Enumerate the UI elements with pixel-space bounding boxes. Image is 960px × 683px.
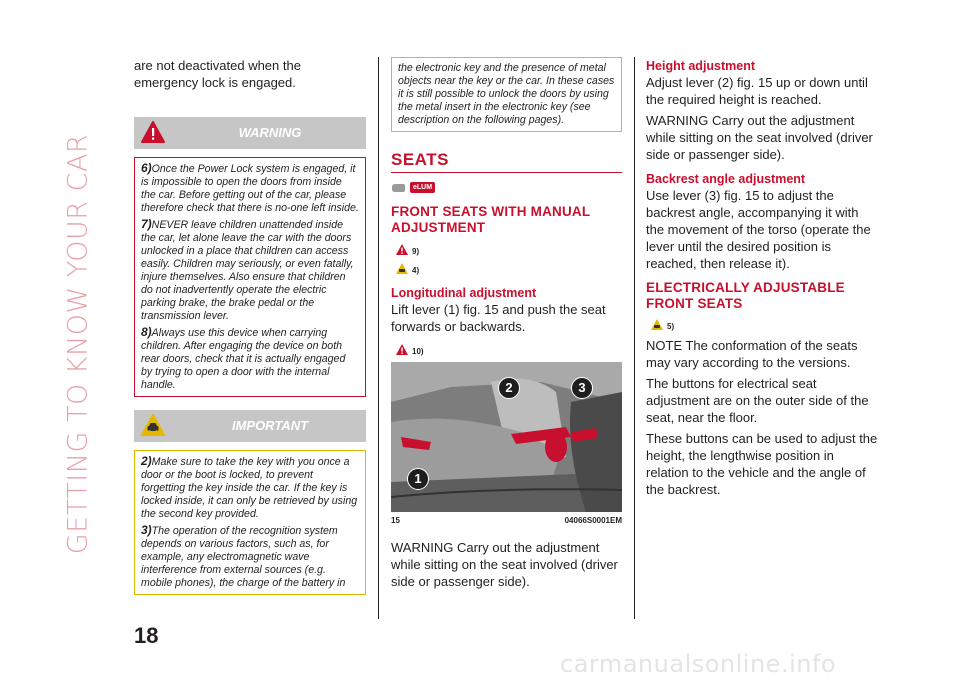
warning-item: 6)Once the Power Lock system is engaged, it is impossible to open the doors from inside the car. Before getting out of the car, please therefore check that there is no-one left inside.: [141, 161, 359, 214]
buttons-function-text: These buttons can be used to adjust the height, the lengthwise position in relation to the vehicle and the angle of the backrest.: [646, 431, 878, 497]
car-warning-icon: [395, 262, 409, 275]
seats-heading: [391, 150, 622, 173]
callout-1: 1: [407, 468, 429, 490]
important-continued-box: [391, 57, 622, 132]
seats-title: SEATS: [391, 150, 449, 169]
buttons-location-text: The buttons for electrical seat adjustment are on the outer side of the seat, near the floor.: [646, 376, 869, 425]
side-section-title: GETTING TO KNOW YOUR CAR: [62, 133, 94, 555]
warning-adjustment-text: WARNING Carry out the adjustment while sitting on the seat involved (driver side or passenger side).: [391, 540, 618, 589]
figure-caption: [391, 516, 622, 525]
seat-figure: [391, 362, 622, 512]
ref-label: 9): [412, 247, 420, 256]
warning-box: [134, 157, 366, 397]
important-item: 2)Make sure to take the key with you once a door or the boot is locked, to prevent forgetting the key inside the car. If the key is locked inside, it can only be retrieved by using the second key provided.: [141, 454, 358, 520]
warning-banner: [134, 117, 366, 149]
ref-10-row: [395, 339, 622, 356]
front-seats-title: FRONT SEATS WITH MANUAL ADJUSTMENT: [391, 204, 591, 235]
intro-text: are not deactivated when the emergency lock is engaged.: [134, 58, 301, 90]
column-middle: [391, 0, 622, 590]
car-warning-icon: [650, 318, 664, 331]
longitudinal-adjustment-text: Lift lever (1) fig. 15 and push the seat forwards or backwards.: [391, 302, 606, 334]
important-banner-label: IMPORTANT: [231, 418, 309, 433]
important-box: [134, 450, 366, 595]
warning-triangle-icon: [395, 243, 409, 256]
height-adjustment-text: Adjust lever (2) fig. 15 up or down until the required height is reached.: [646, 75, 868, 107]
important-continued-text: the electronic key and the presence of metal objects near the key or the car. In these cases it is still possible to unlock the doors by using the metal insert in the electronic key (see description on the following pages).: [398, 62, 615, 126]
ref-label: 4): [412, 266, 420, 275]
ref-label: 5): [667, 322, 675, 331]
backrest-adjustment-title: Backrest angle adjustment: [646, 172, 806, 186]
warning-banner-label: WARNING: [238, 125, 302, 140]
height-adjustment-title: Height adjustment: [646, 59, 756, 73]
elum-row: [391, 178, 622, 196]
watermark: carmanualsonline.info: [560, 650, 837, 678]
ref-5-row: [650, 314, 878, 331]
page-number: 18: [134, 623, 159, 648]
height-warning-text: WARNING Carry out the adjustment while sitting on the seat involved (driver side or passenger side).: [646, 113, 873, 162]
warning-triangle-icon: [395, 343, 409, 356]
column-divider: [634, 57, 635, 619]
callout-3: 3: [571, 377, 593, 399]
elum-badge: eLUM: [410, 182, 435, 193]
note-text: NOTE The conformation of the seats may vary according to the versions.: [646, 338, 858, 370]
column-divider: [378, 57, 379, 619]
warning-item: 8)Always use this device when carrying children. After engaging the device on both rear doors, check that it is actually engaged by trying to open a door with the internal handle.: [141, 325, 346, 391]
figure-number: 15: [391, 516, 400, 525]
ref-4-row: [395, 258, 622, 275]
column-right: [646, 0, 878, 498]
ref-label: 10): [412, 347, 424, 356]
ref-9-row: [395, 239, 622, 256]
callout-2: 2: [498, 377, 520, 399]
backrest-adjustment-text: Use lever (3) fig. 15 to adjust the backrest angle, accompanying it with the movement of the torso (operate the lever until the desired position is reached, then release it).: [646, 188, 871, 271]
important-item: 3)The operation of the recognition system depends on various factors, such as, for example, any electromagnetic wave interference from external sources (e.g. mobile phones), the charge of the battery in: [141, 523, 346, 589]
longitudinal-adjustment-title: Longitudinal adjustment: [391, 286, 537, 300]
column-left: [134, 0, 366, 595]
electric-seats-title: ELECTRICALLY ADJUSTABLE FRONT SEATS: [646, 280, 845, 311]
hand-point-icon: [391, 181, 409, 193]
important-banner: [134, 410, 366, 442]
figure-code: 04066S0001EM: [564, 516, 622, 525]
warning-item: 7)NEVER leave children unattended inside the car, let alone leave the car with the doors unlocked in a place that children can access easily. Children may seriously, or even fatally, injure themselves. Also ensure that children do not inadvertently operate the electric parking brake, the brake pedal or the transmission lever.: [141, 217, 354, 322]
